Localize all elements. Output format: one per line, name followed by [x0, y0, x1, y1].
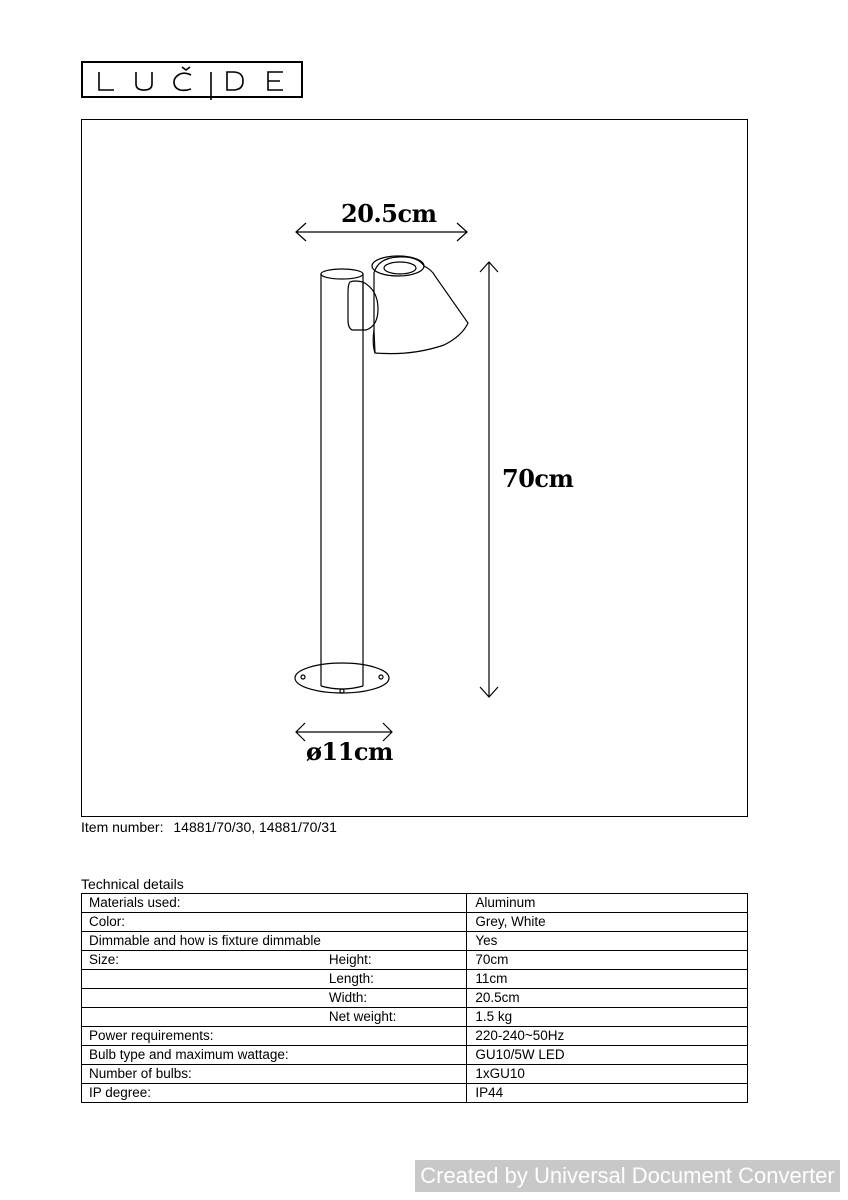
row-value: 11cm — [467, 970, 748, 989]
lucide-logo-letters — [83, 63, 305, 100]
table-row — [82, 1046, 748, 1065]
row-sub-label — [321, 1046, 467, 1065]
row-sub-label — [321, 1065, 467, 1084]
row-label: Bulb type and maximum wattage: — [82, 1046, 321, 1065]
table-row — [82, 932, 748, 951]
row-sub-label: Net weight: — [321, 1008, 467, 1027]
technical-details-table — [81, 893, 748, 1103]
row-sub-label — [321, 1027, 467, 1046]
item-number-value: 14881/70/30, 14881/70/31 — [173, 819, 337, 835]
row-value: Grey, White — [467, 913, 748, 932]
table-row — [82, 1027, 748, 1046]
table-row — [82, 913, 748, 932]
table-row — [82, 970, 748, 989]
height-label: 70cm — [502, 464, 574, 493]
post — [321, 269, 363, 689]
height-dimension-arrow — [480, 262, 498, 697]
row-sub-label — [321, 932, 467, 951]
row-value: 20.5cm — [467, 989, 748, 1008]
table-row — [82, 989, 748, 1008]
lucide-logo — [81, 61, 303, 98]
row-label: Dimmable and how is fixture dimmable — [82, 932, 321, 951]
table-row — [82, 1008, 748, 1027]
width-label: 20.5cm — [341, 199, 437, 228]
row-sub-label — [321, 894, 467, 913]
row-label: Materials used: — [82, 894, 321, 913]
row-value: 220-240~50Hz — [467, 1027, 748, 1046]
row-value: Aluminum — [467, 894, 748, 913]
table-row — [82, 894, 748, 913]
row-label — [82, 1008, 321, 1027]
row-value: IP44 — [467, 1084, 748, 1103]
row-label: Power requirements: — [82, 1027, 321, 1046]
table-row — [82, 1065, 748, 1084]
table-row — [82, 951, 748, 970]
row-sub-label: Length: — [321, 970, 467, 989]
row-label: Color: — [82, 913, 321, 932]
row-value: 70cm — [467, 951, 748, 970]
item-number — [81, 819, 337, 835]
row-sub-label: Width: — [321, 989, 467, 1008]
row-label: IP degree: — [82, 1084, 321, 1103]
product-drawing-frame — [81, 119, 748, 817]
row-value: GU10/5W LED — [467, 1046, 748, 1065]
row-sub-label — [321, 1084, 467, 1103]
diameter-label: ø11cm — [306, 737, 393, 766]
converter-watermark: Created by Universal Document Converter — [415, 1160, 840, 1192]
technical-details-title: Technical details — [81, 876, 184, 892]
row-label — [82, 970, 321, 989]
item-number-label: Item number: — [81, 819, 164, 835]
row-value: 1xGU10 — [467, 1065, 748, 1084]
table-row — [82, 1084, 748, 1103]
row-value: Yes — [467, 932, 748, 951]
row-label: Size: — [82, 951, 321, 970]
row-label — [82, 989, 321, 1008]
lamp-head — [372, 256, 468, 354]
row-value: 1.5 kg — [467, 1008, 748, 1027]
row-label: Number of bulbs: — [82, 1065, 321, 1084]
row-sub-label: Height: — [321, 951, 467, 970]
row-sub-label — [321, 913, 467, 932]
